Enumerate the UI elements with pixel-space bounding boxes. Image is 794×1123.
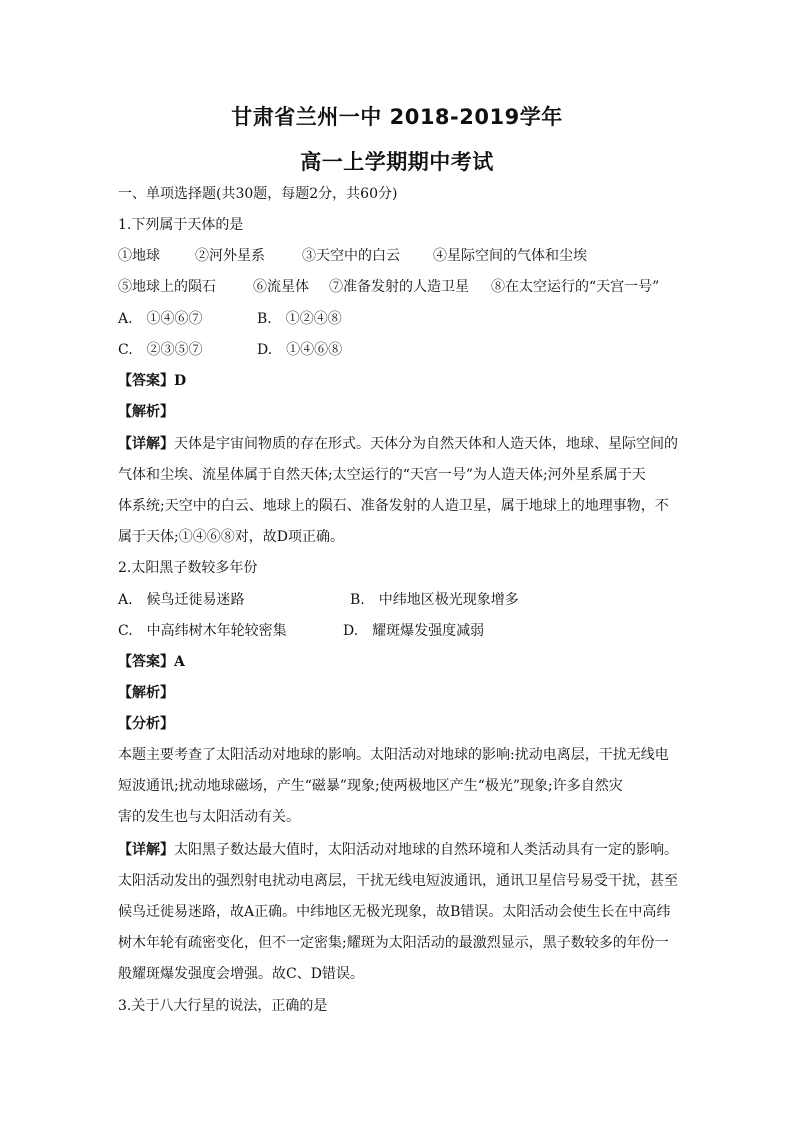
q1-item-5: ⑤地球上的陨石 xyxy=(118,279,216,295)
q3-stem: 3.关于八大行星的说法，正确的是 xyxy=(118,998,328,1014)
q1-detail-label: 【详解】 xyxy=(118,436,174,452)
doc-title-line2: 高一上学期期中考试 xyxy=(300,150,494,174)
q1-option-c: C. ②③⑤⑦ xyxy=(118,342,203,358)
q1-option-a: A. ①④⑥⑦ xyxy=(118,311,203,327)
q2-option-c: C. 中高纬树木年轮较密集 xyxy=(118,623,287,639)
section-heading: 一、单项选择题(共30题，每题2分，共60分) xyxy=(118,186,398,202)
q2-detail-line-1: 【详解】太阳黑子数达最大值时，太阳活动对地球的自然环境和人类活动具有一定的影响。 xyxy=(118,842,678,858)
q2-detail-line-5: 般耀斑爆发强度会增强。故C、D错误。 xyxy=(118,966,364,982)
q2-analysis-label: 【解析】 xyxy=(118,685,174,701)
q2-fenxi-line-3: 害的发生也与太阳活动有关。 xyxy=(118,809,300,825)
q2-detail-line-2: 太阳活动发出的强烈射电扰动电离层，干扰无线电短波通讯，通讯卫星信号易受干扰，甚至 xyxy=(118,873,678,889)
q1-option-d: D. ①④⑥⑧ xyxy=(257,342,343,358)
q1-detail-line-2: 气体和尘埃、流星体属于自然天体;太空运行的“天宫一号”为人造天体;河外星系属于天 xyxy=(118,467,646,483)
q2-fenxi xyxy=(118,745,678,838)
q1-detail-line-4: 属于天体;①④⑥⑧对，故D项正确。 xyxy=(118,529,344,545)
q2-detail-label: 【详解】 xyxy=(118,842,174,858)
q1-detail-line-3: 体系统;天空中的白云、地球上的陨石、准备发射的人造卫星，属于地球上的地理事物，不 xyxy=(118,498,669,514)
q2-fenxi-label: 【分析】 xyxy=(118,716,174,732)
q1-option-b: B. ①②④⑧ xyxy=(257,311,342,327)
q1-item-2: ②河外星系 xyxy=(195,248,265,264)
q1-item-8: ⑧在太空运行的“天宫一号” xyxy=(491,279,660,295)
q2-detail-line-3: 候鸟迁徙易迷路，故A正确。中纬地区无极光现象，故B错误。太阳活动会使生长在中高纬 xyxy=(118,904,671,920)
q1-item-3: ③天空中的白云 xyxy=(302,248,400,264)
q1-stem: 1.下列属于天体的是 xyxy=(118,217,244,233)
q2-stem: 2.太阳黑子数较多年份 xyxy=(118,560,258,576)
q1-item-7: ⑦准备发射的人造卫星 xyxy=(329,279,469,295)
q2-detail xyxy=(118,840,678,995)
q1-answer: 【答案】D xyxy=(118,373,187,389)
q2-option-a: A. 候鸟迁徙易迷路 xyxy=(118,592,245,608)
q1-detail-line-1: 【详解】天体是宇宙间物质的存在形式。天体分为自然天体和人造天体，地球、星际空间的 xyxy=(118,436,678,452)
q2-fenxi-line-1: 本题主要考查了太阳活动对地球的影响。太阳活动对地球的影响:扰动电离层，干扰无线电 xyxy=(118,747,669,763)
q2-fenxi-line-2: 短波通讯;扰动地球磁场，产生“磁暴”现象;使两极地区产生“极光”现象;许多自然灾 xyxy=(118,778,623,794)
q2-detail-line-4: 树木年轮有疏密变化，但不一定密集;耀斑为太阳活动的最激烈显示，黑子数较多的年份一 xyxy=(118,935,669,951)
q1-analysis-label: 【解析】 xyxy=(118,404,174,420)
doc-title-line1: 甘肃省兰州一中 2018-2019学年 xyxy=(231,105,563,129)
q2-option-b: B. 中纬地区极光现象增多 xyxy=(350,592,519,608)
q2-answer: 【答案】A xyxy=(118,654,185,670)
q1-detail xyxy=(118,434,678,558)
q1-item-6: ⑥流星体 xyxy=(253,279,309,295)
q2-option-d: D. 耀斑爆发强度减弱 xyxy=(343,623,485,639)
q1-item-4: ④星际空间的气体和尘埃 xyxy=(433,248,587,264)
q1-item-1: ①地球 xyxy=(118,248,160,264)
